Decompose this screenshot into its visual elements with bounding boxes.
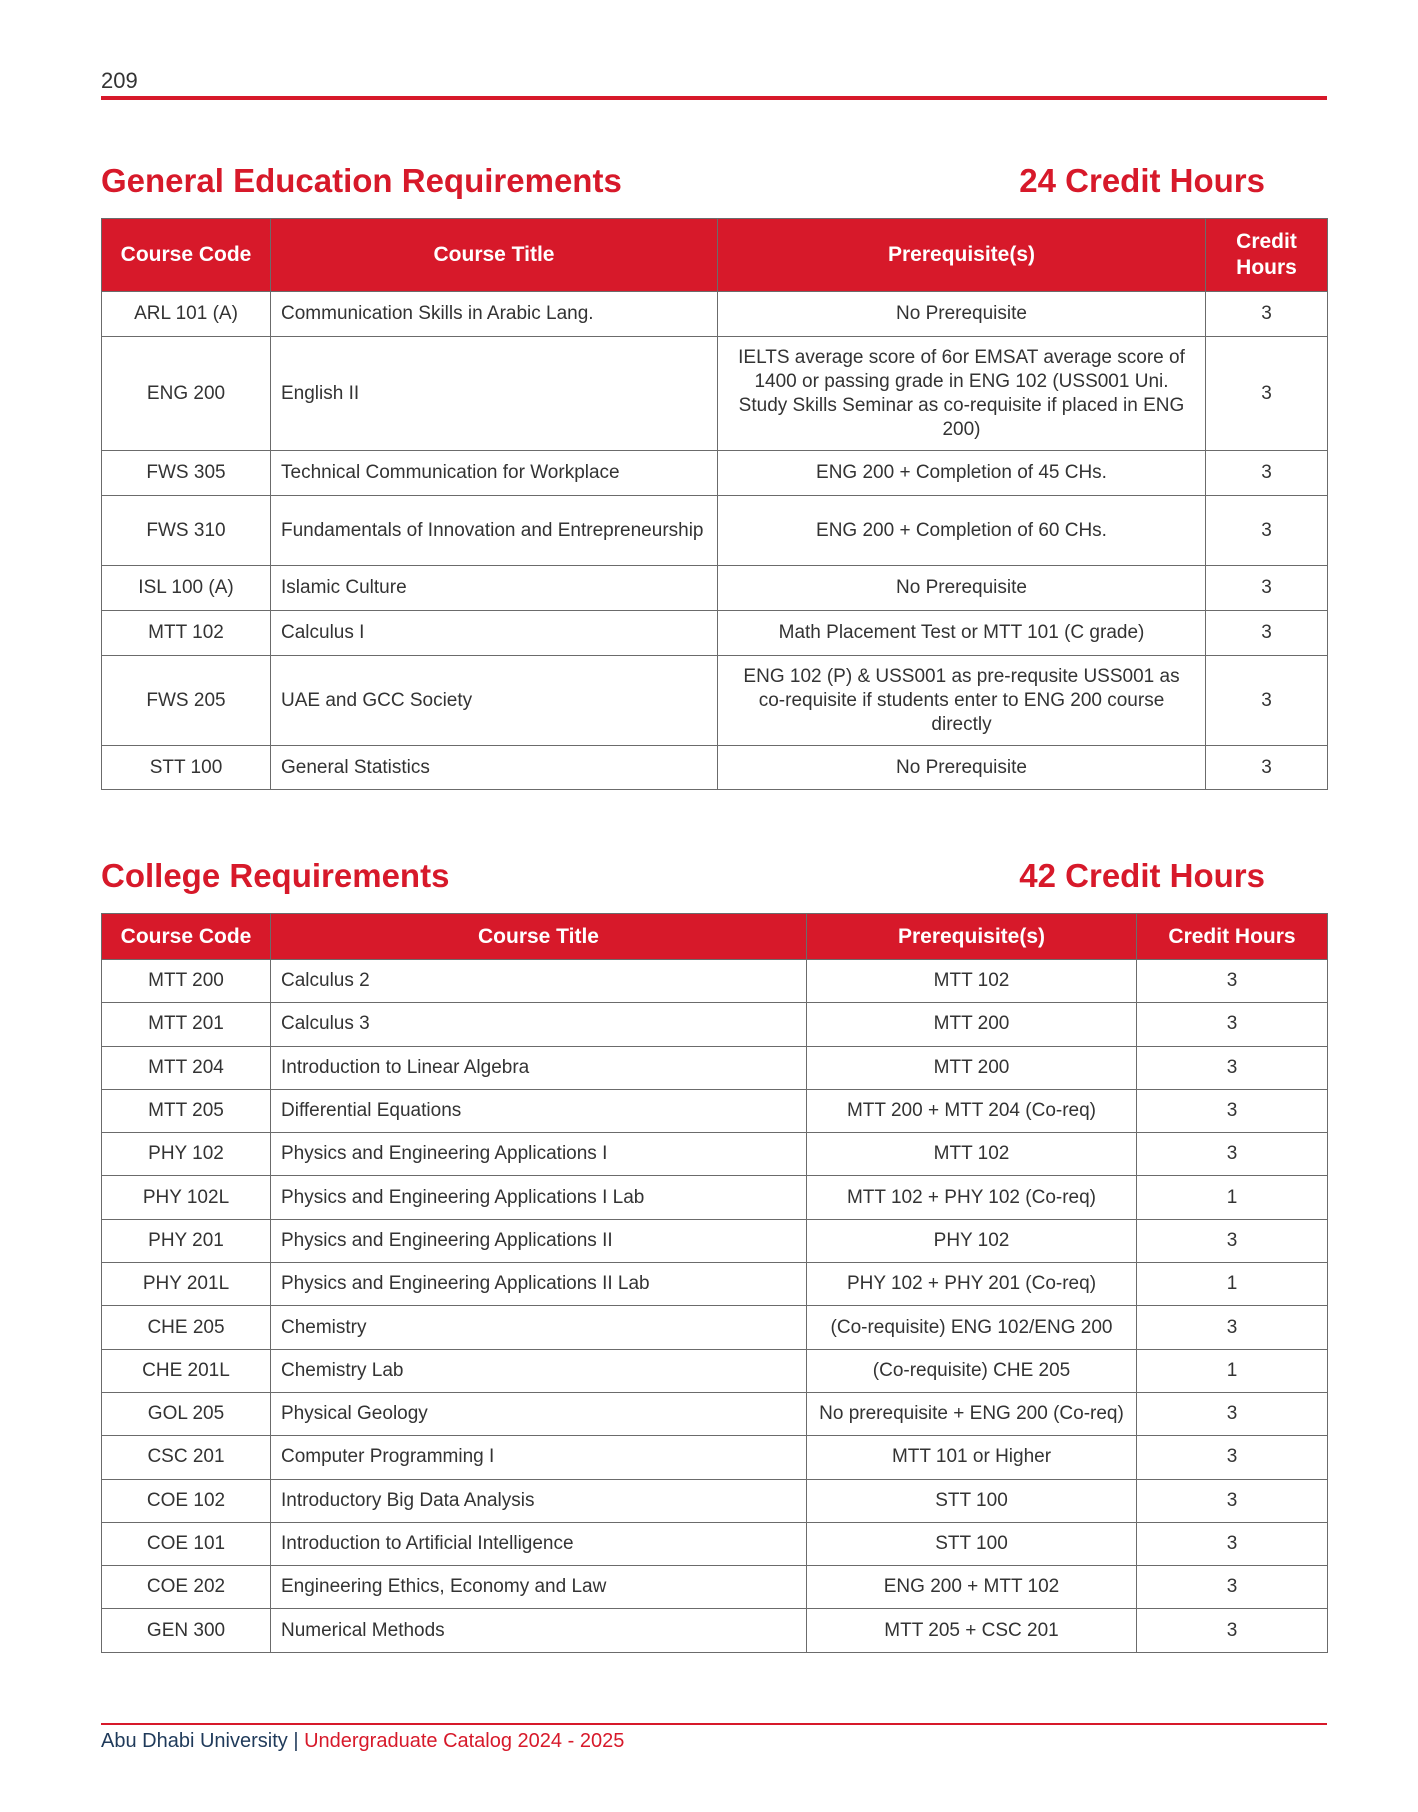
course-title: Physics and Engineering Applications II	[271, 1219, 807, 1262]
course-prerequisite: MTT 102 + PHY 102 (Co-req)	[807, 1176, 1137, 1219]
course-prerequisite: Math Placement Test or MTT 101 (C grade)	[718, 611, 1206, 656]
course-title: Islamic Culture	[271, 566, 718, 611]
course-credit-hours: 3	[1206, 566, 1328, 611]
course-credit-hours: 3	[1206, 611, 1328, 656]
course-credit-hours: 1	[1137, 1176, 1328, 1219]
course-title: General Statistics	[271, 746, 718, 790]
course-title: UAE and GCC Society	[271, 656, 718, 746]
table-row	[102, 1609, 1328, 1652]
course-code: GOL 205	[102, 1392, 271, 1435]
course-prerequisite: PHY 102	[807, 1219, 1137, 1262]
general-education-title: General Education Requirements	[101, 162, 622, 199]
table-row	[102, 1566, 1328, 1609]
table-row	[102, 1479, 1328, 1522]
course-credit-hours: 3	[1137, 1609, 1328, 1652]
course-code: COE 102	[102, 1479, 271, 1522]
course-prerequisite: ENG 102 (P) & USS001 as pre-requsite USS001 as co-requisite if students enter to ENG 200 course directly	[718, 656, 1206, 746]
course-credit-hours: 3	[1206, 337, 1328, 451]
course-title: Physics and Engineering Applications II Lab	[271, 1263, 807, 1306]
table-row	[102, 496, 1328, 566]
course-prerequisite: ENG 200 + Completion of 45 CHs.	[718, 451, 1206, 496]
course-code: FWS 205	[102, 656, 271, 746]
table-row	[102, 1176, 1328, 1219]
table-row	[102, 746, 1328, 790]
course-credit-hours: 3	[1206, 656, 1328, 746]
column-header-prerequisites: Prerequisite(s)	[807, 914, 1137, 960]
table-row	[102, 1133, 1328, 1176]
course-code: MTT 200	[102, 960, 271, 1003]
column-header-credit-hours: Credit Hours	[1206, 219, 1328, 292]
course-code: CSC 201	[102, 1436, 271, 1479]
table-row	[102, 451, 1328, 496]
table-header-row	[102, 219, 1328, 292]
course-prerequisite: STT 100	[807, 1522, 1137, 1565]
table-header-row	[102, 914, 1328, 960]
table-row	[102, 292, 1328, 337]
college-requirements-table	[101, 913, 1328, 1653]
course-prerequisite: MTT 205 + CSC 201	[807, 1609, 1137, 1652]
table-row	[102, 1263, 1328, 1306]
college-requirements-credit-hours: 42 Credit Hours	[1019, 857, 1265, 894]
table-row	[102, 656, 1328, 746]
course-title: Communication Skills in Arabic Lang.	[271, 292, 718, 337]
course-credit-hours: 3	[1206, 746, 1328, 790]
college-requirements-title: College Requirements	[101, 857, 450, 894]
general-education-credit-hours: 24 Credit Hours	[1019, 162, 1265, 199]
course-prerequisite: MTT 102	[807, 1133, 1137, 1176]
course-code: MTT 102	[102, 611, 271, 656]
course-title: Engineering Ethics, Economy and Law	[271, 1566, 807, 1609]
general-education-table	[101, 218, 1328, 790]
course-prerequisite: MTT 200	[807, 1046, 1137, 1089]
footer-divider	[101, 1723, 1327, 1725]
course-title: Chemistry	[271, 1306, 807, 1349]
course-prerequisite: No Prerequisite	[718, 566, 1206, 611]
table-row	[102, 1046, 1328, 1089]
course-code: PHY 201L	[102, 1263, 271, 1306]
course-code: MTT 201	[102, 1003, 271, 1046]
course-title: Calculus 2	[271, 960, 807, 1003]
course-credit-hours: 3	[1137, 1219, 1328, 1262]
table-row	[102, 337, 1328, 451]
course-title: Physics and Engineering Applications I	[271, 1133, 807, 1176]
table-row	[102, 566, 1328, 611]
course-credit-hours: 3	[1137, 1133, 1328, 1176]
course-title: Chemistry Lab	[271, 1349, 807, 1392]
course-credit-hours: 3	[1137, 1436, 1328, 1479]
footer-catalog: Undergraduate Catalog 2024 - 2025	[304, 1730, 625, 1752]
course-credit-hours: 3	[1137, 1089, 1328, 1132]
course-title: Calculus 3	[271, 1003, 807, 1046]
course-title: Physical Geology	[271, 1392, 807, 1435]
course-prerequisite: No Prerequisite	[718, 746, 1206, 790]
course-code: CHE 201L	[102, 1349, 271, 1392]
course-credit-hours: 1	[1137, 1263, 1328, 1306]
column-header-code: Course Code	[102, 914, 271, 960]
column-header-prerequisites: Prerequisite(s)	[718, 219, 1206, 292]
column-header-title: Course Title	[271, 914, 807, 960]
course-title: Fundamentals of Innovation and Entrepreneurship	[271, 496, 718, 566]
table-row	[102, 1003, 1328, 1046]
course-prerequisite: ENG 200 + Completion of 60 CHs.	[718, 496, 1206, 566]
course-code: PHY 102L	[102, 1176, 271, 1219]
course-prerequisite: ENG 200 + MTT 102	[807, 1566, 1137, 1609]
column-header-title: Course Title	[271, 219, 718, 292]
course-credit-hours: 3	[1206, 451, 1328, 496]
table-row	[102, 1219, 1328, 1262]
course-title: Calculus I	[271, 611, 718, 656]
column-header-code: Course Code	[102, 219, 271, 292]
table-row	[102, 960, 1328, 1003]
course-code: MTT 205	[102, 1089, 271, 1132]
course-title: Introduction to Artificial Intelligence	[271, 1522, 807, 1565]
course-prerequisite: MTT 200	[807, 1003, 1137, 1046]
course-title: Numerical Methods	[271, 1609, 807, 1652]
table-row	[102, 1089, 1328, 1132]
course-credit-hours: 3	[1206, 496, 1328, 566]
course-credit-hours: 3	[1137, 1003, 1328, 1046]
course-code: FWS 305	[102, 451, 271, 496]
course-title: Technical Communication for Workplace	[271, 451, 718, 496]
course-title: Computer Programming I	[271, 1436, 807, 1479]
column-header-credit-hours: Credit Hours	[1137, 914, 1328, 960]
table-row	[102, 1522, 1328, 1565]
course-credit-hours: 3	[1206, 292, 1328, 337]
header-divider	[101, 96, 1327, 100]
course-code: MTT 204	[102, 1046, 271, 1089]
course-prerequisite: MTT 200 + MTT 204 (Co-req)	[807, 1089, 1137, 1132]
course-prerequisite: MTT 101 or Higher	[807, 1436, 1137, 1479]
course-credit-hours: 3	[1137, 1522, 1328, 1565]
course-credit-hours: 3	[1137, 1046, 1328, 1089]
course-title: Introductory Big Data Analysis	[271, 1479, 807, 1522]
course-code: PHY 102	[102, 1133, 271, 1176]
course-code: PHY 201	[102, 1219, 271, 1262]
course-code: CHE 205	[102, 1306, 271, 1349]
table-row	[102, 1392, 1328, 1435]
course-code: ISL 100 (A)	[102, 566, 271, 611]
course-code: COE 101	[102, 1522, 271, 1565]
course-title: Differential Equations	[271, 1089, 807, 1132]
course-code: FWS 310	[102, 496, 271, 566]
course-title: Introduction to Linear Algebra	[271, 1046, 807, 1089]
course-code: GEN 300	[102, 1609, 271, 1652]
table-row	[102, 1306, 1328, 1349]
course-credit-hours: 1	[1137, 1349, 1328, 1392]
footer-university: Abu Dhabi University	[101, 1730, 288, 1752]
course-title: English II	[271, 337, 718, 451]
course-credit-hours: 3	[1137, 1566, 1328, 1609]
course-prerequisite: (Co-requisite) CHE 205	[807, 1349, 1137, 1392]
course-prerequisite: PHY 102 + PHY 201 (Co-req)	[807, 1263, 1137, 1306]
course-prerequisite: MTT 102	[807, 960, 1137, 1003]
table-row	[102, 611, 1328, 656]
footer	[101, 1730, 624, 1753]
course-prerequisite: (Co-requisite) ENG 102/ENG 200	[807, 1306, 1137, 1349]
course-code: ARL 101 (A)	[102, 292, 271, 337]
course-prerequisite: No prerequisite + ENG 200 (Co-req)	[807, 1392, 1137, 1435]
footer-separator: |	[293, 1730, 299, 1752]
course-title: Physics and Engineering Applications I Lab	[271, 1176, 807, 1219]
course-credit-hours: 3	[1137, 960, 1328, 1003]
course-prerequisite: IELTS average score of 6or EMSAT average score of 1400 or passing grade in ENG 102 (USS001 Uni. Study Skills Seminar as co-requisite if placed in ENG 200)	[718, 337, 1206, 451]
course-prerequisite: STT 100	[807, 1479, 1137, 1522]
course-credit-hours: 3	[1137, 1392, 1328, 1435]
course-code: STT 100	[102, 746, 271, 790]
page-number: 209	[101, 68, 138, 93]
table-row	[102, 1349, 1328, 1392]
table-row	[102, 1436, 1328, 1479]
course-credit-hours: 3	[1137, 1306, 1328, 1349]
course-credit-hours: 3	[1137, 1479, 1328, 1522]
course-code: ENG 200	[102, 337, 271, 451]
course-prerequisite: No Prerequisite	[718, 292, 1206, 337]
course-code: COE 202	[102, 1566, 271, 1609]
